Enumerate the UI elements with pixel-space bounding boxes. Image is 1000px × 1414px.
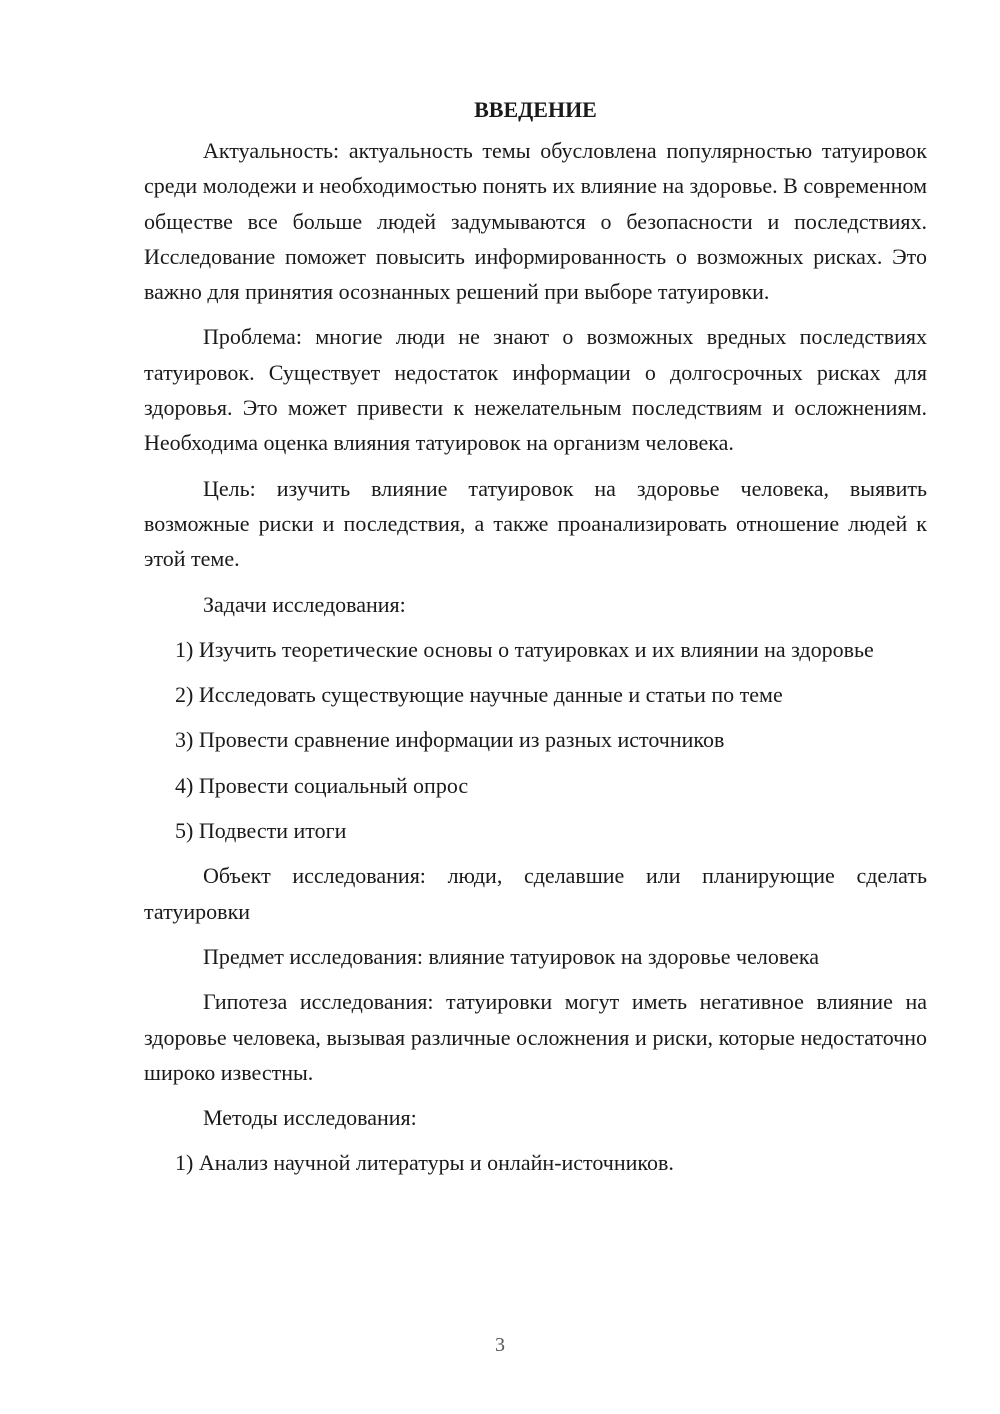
tasks-heading: Задачи исследования:	[203, 591, 406, 617]
page-number: 3	[495, 1334, 505, 1356]
paragraph-goal: Цель: изучить влияние татуировок на здоровье человека, выявить возможные риски и последствия, а также проанализировать отношение людей к этой теме.	[144, 475, 927, 572]
paragraph-object: Объект исследования: люди, сделавшие или планирующие сделать татуировки	[144, 863, 927, 924]
paragraph-relevance: Актуальность: актуальность темы обусловлена популярностью татуировок среди молодежи и необходимостью понять их влияние на здоровье. В современном обществе все больше людей задумываются о безопасности и последствиях. Исследование поможет повысить информированность о возможных рисках. Это важно для принятия осознанных решений при выборе татуировки.	[144, 138, 927, 305]
section-title: ВВЕДЕНИЕ	[474, 97, 597, 122]
task-item: 2) Исследовать существующие научные данные и статьи по теме	[175, 682, 783, 708]
task-item: 5) Подвести итоги	[175, 818, 347, 844]
paragraph-problem: Проблема: многие люди не знают о возможных вредных последствиях татуировок. Существует недостаток информации о долгосрочных рисках для здоровья. Это может привести к нежелательным последствиям и осложнениям. Необходима оценка влияния татуировок на организм человека.	[144, 324, 927, 456]
paragraph-hypothesis: Гипотеза исследования: татуировки могут иметь негативное влияние на здоровье человека, вызывая различные осложнения и риски, которые недостаточно широко известны.	[144, 989, 927, 1085]
methods-heading: Методы исследования:	[203, 1105, 417, 1131]
task-item: 1) Изучить теоретические основы о татуировках и их влиянии на здоровье	[175, 636, 874, 662]
document-page	[144, 92, 927, 1191]
paragraph-subject: Предмет исследования: влияние татуировок на здоровье человека	[203, 943, 819, 969]
task-item: 3) Провести сравнение информации из разных источников	[175, 727, 725, 753]
method-item: 1) Анализ научной литературы и онлайн-источников.	[175, 1150, 674, 1176]
task-item: 4) Провести социальный опрос	[175, 772, 469, 798]
